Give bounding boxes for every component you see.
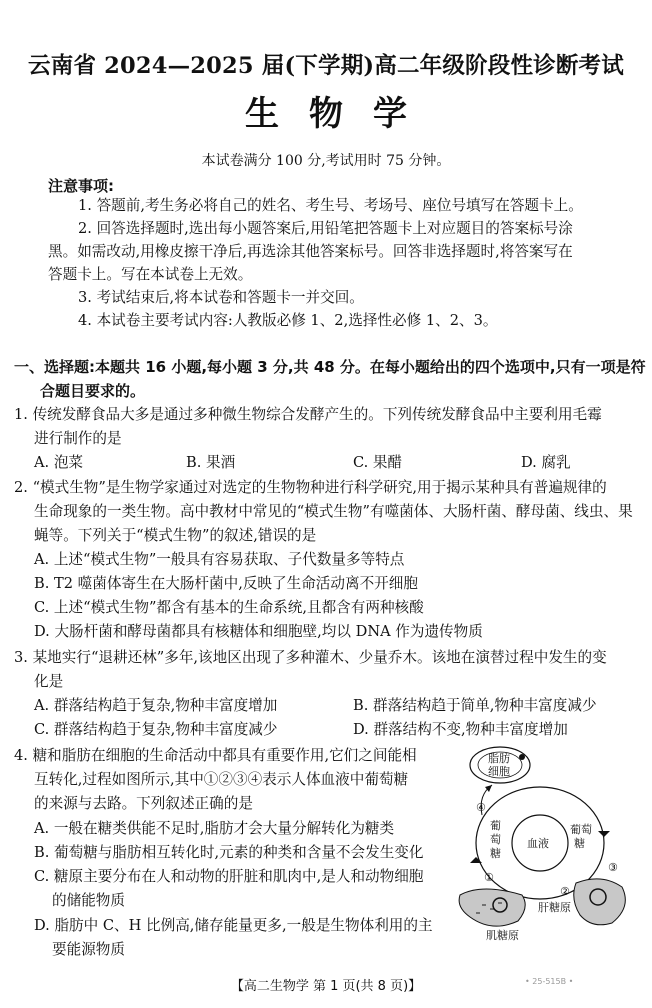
q3-option-c: C. 群落结构趋于复杂,物种丰富度减少 — [34, 721, 278, 738]
q1-option-a: A. 泡菜 — [34, 454, 84, 471]
q3-stem: 3. 某地实行“退耕还林”多年,该地区出现了多种灌木、少量乔木。该地在演替过程中发生的变 — [14, 649, 607, 666]
q3-option-d: D. 群落结构不变,物种丰富度增加 — [353, 721, 568, 738]
q1-option-b: B. 果酒 — [186, 454, 236, 471]
muscle-shape — [459, 889, 525, 926]
q2-stem-cont2: 蝇等。下列关于“模式生物”的叙述,错误的是 — [34, 527, 317, 544]
fat-cell-label-1: 脂肪 — [488, 752, 510, 765]
blood-label: 血液 — [527, 837, 549, 850]
liver-shape — [574, 879, 626, 925]
q4-option-b: B. 葡萄糖与脂肪相互转化时,元素的种类和含量不会发生变化 — [34, 844, 424, 861]
liver-glycogen-label: 肝糖原 — [538, 901, 571, 914]
subject-title: 生物学 — [245, 94, 437, 134]
fat-cell-label-2: 细胞 — [488, 765, 510, 778]
muscle-glycogen-label: 肌糖原 — [486, 929, 519, 941]
q3-option-b: B. 群落结构趋于简单,物种丰富度减少 — [353, 697, 597, 714]
exam-title: 云南省 2024—2025 届(下学期)高二年级阶段性诊断考试 — [28, 53, 624, 79]
footer-code: • 25-515B • — [525, 977, 574, 986]
glucose-right-1: 葡萄 — [570, 823, 592, 836]
q4-option-d-cont: 要能源物质 — [52, 941, 125, 958]
q2-option-a: A. 上述“模式生物”一般具有容易获取、子代数量多等特点 — [34, 551, 405, 568]
note-item-4: 4. 本试卷主要考试内容:人教版必修 1、2,选择性必修 1、2、3。 — [78, 312, 498, 329]
q1-stem: 1. 传统发酵食品大多是通过多种微生物综合发酵产生的。下列传统发酵食品中主要利用毛霉 — [14, 406, 602, 423]
label-4: ④ — [476, 801, 486, 814]
arrow-top-right-head — [598, 831, 610, 837]
q2-option-d: D. 大肠杆菌和酵母菌都具有核糖体和细胞壁,均以 DNA 作为遗传物质 — [34, 623, 483, 640]
label-1: ① — [484, 871, 494, 884]
label-3: ③ — [608, 861, 618, 874]
section-heading-cont: 合题目要求的。 — [40, 382, 146, 400]
q1-stem-cont: 进行制作的是 — [34, 430, 122, 447]
q1-option-d: D. 腐乳 — [521, 454, 571, 471]
q3-option-a: A. 群落结构趋于复杂,物种丰富度增加 — [34, 697, 278, 714]
q2-option-c: C. 上述“模式生物”都含有基本的生命系统,且都含有两种核酸 — [34, 599, 424, 616]
glucose-left-2: 萄 — [490, 833, 501, 846]
label-2: ② — [560, 885, 570, 898]
q4-stem-cont2: 的来源与去路。下列叙述正确的是 — [34, 795, 253, 812]
section-heading: 一、选择题:本题共 16 小题,每小题 3 分,共 48 分。在每小题给出的四个选项中,只有一项是符 — [14, 358, 646, 376]
q4-stem: 4. 糖和脂肪在细胞的生命活动中都具有重要作用,它们之间能相 — [14, 747, 417, 764]
note-item-3: 3. 考试结束后,将本试卷和答题卡一并交回。 — [78, 289, 364, 306]
q1-option-c: C. 果醋 — [353, 454, 403, 471]
q2-stem-cont: 生命现象的一类生物。高中教材中常见的“模式生物”有噬菌体、大肠杆菌、酵母菌、线虫、果 — [34, 503, 633, 520]
q4-option-c-cont: 的储能物质 — [52, 892, 125, 909]
page-footer: 【高二生物学 第 1 页(共 8 页)】 — [230, 979, 422, 994]
q4-option-d: D. 脂肪中 C、H 比例高,储存能量更多,一般是生物体利用的主 — [34, 917, 433, 934]
q2-option-b: B. T2 噬菌体寄生在大肠杆菌中,反映了生命活动离不开细胞 — [34, 575, 418, 592]
q2-stem: 2. “模式生物”是生物学家通过对选定的生物物种进行科学研究,用于揭示某种具有普遍规律的 — [14, 479, 607, 496]
note-item-2: 2. 回答选择题时,选出每小题答案后,用铅笔把答题卡上对应题目的答案标号涂 — [78, 220, 573, 237]
q4-option-c: C. 糖原主要分布在人和动物的肝脏和肌肉中,是人和动物细胞 — [34, 868, 424, 885]
note-item-2-cont2: 答题卡上。写在本试卷上无效。 — [48, 266, 253, 283]
q3-stem-cont: 化是 — [34, 673, 64, 690]
glucose-right-2: 糖 — [574, 837, 585, 850]
score-info: 本试卷满分 100 分,考试用时 75 分钟。 — [201, 153, 451, 169]
glucose-left-3: 糖 — [490, 847, 501, 860]
note-item-1: 1. 答题前,考生务必将自己的姓名、考生号、考场号、座位号填写在答题卡上。 — [78, 197, 583, 214]
fat-cell-nucleus — [519, 754, 525, 760]
arrow-left-head — [470, 857, 482, 863]
glucose-left-1: 葡 — [490, 819, 501, 832]
q4-option-a: A. 一般在糖类供能不足时,脂肪才会大量分解转化为糖类 — [34, 820, 395, 837]
q4-stem-cont: 互转化,过程如图所示,其中①②③④表示人体血液中葡萄糖 — [34, 771, 409, 788]
glucose-metabolism-diagram — [452, 745, 638, 941]
notes-heading: 注意事项: — [48, 177, 114, 195]
note-item-2-cont: 黑。如需改动,用橡皮擦干净后,再选涂其他答案标号。回答非选择题时,将答案写在 — [48, 243, 573, 260]
